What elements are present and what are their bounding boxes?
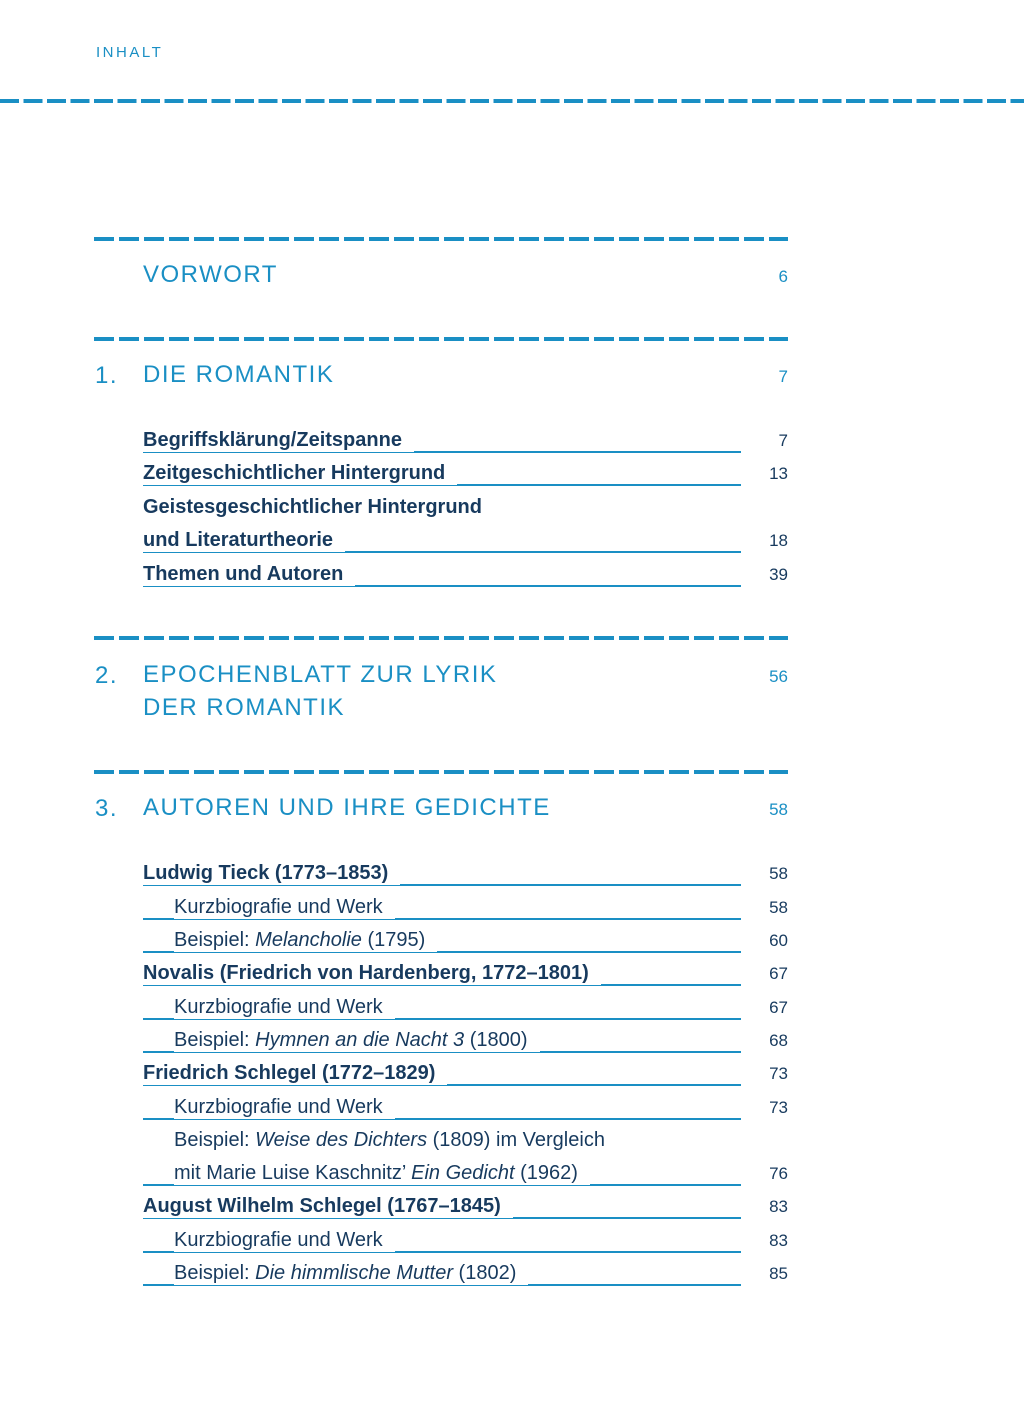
entry-text: Beispiel: Hymnen an die Nacht 3 (1800)	[174, 1029, 540, 1052]
entry-text: Themen und Autoren	[143, 563, 355, 586]
toc-entry[interactable]	[143, 563, 788, 596]
entry-page: 76	[769, 1164, 788, 1183]
entry-page: 73	[769, 1064, 788, 1083]
entry-page: 58	[769, 898, 788, 917]
entry-text: Zeitgeschichtlicher Hintergrund	[143, 462, 457, 485]
entry-page: 85	[769, 1264, 788, 1283]
toc-entry[interactable]	[143, 1162, 788, 1195]
toc-entry[interactable]	[143, 1096, 788, 1129]
section-title-line1: EPOCHENBLATT ZUR LYRIK	[143, 661, 498, 688]
entry-text: mit Marie Luise Kaschnitz’ Ein Gedicht (1962)	[174, 1162, 590, 1185]
toc-entry[interactable]	[143, 529, 788, 562]
section-page: 7	[778, 367, 788, 386]
entry-text: Begriffsklärung/Zeitspanne	[143, 429, 414, 452]
toc-entry[interactable]	[143, 462, 788, 495]
toc-entry[interactable]	[143, 1195, 788, 1228]
section-rule	[94, 337, 788, 341]
entry-text: Beispiel: Melancholie (1795)	[174, 929, 437, 952]
entry-page: 68	[769, 1031, 788, 1050]
header-dashed-rule	[0, 99, 1024, 103]
entry-page: 83	[769, 1231, 788, 1250]
entry-text-line1: Beispiel: Weise des Dichters (1809) im Vergleich	[174, 1129, 605, 1151]
entry-text: Kurzbiografie und Werk	[174, 1229, 395, 1252]
toc-entry[interactable]	[143, 1262, 788, 1295]
toc-entry[interactable]	[143, 929, 788, 962]
work-title: Hymnen an die Nacht 3	[255, 1029, 465, 1051]
section-page: 58	[769, 800, 788, 819]
work-title: Die himmlische Mutter	[255, 1262, 453, 1284]
entry-text: Kurzbiografie und Werk	[174, 1096, 395, 1119]
work-title: Ein Gedicht	[411, 1162, 515, 1184]
section-number: 1.	[95, 362, 119, 389]
entry-text: Friedrich Schlegel (1772–1829)	[143, 1062, 447, 1085]
entry-page: 13	[769, 464, 788, 483]
section-number: 2.	[95, 662, 119, 689]
section-title: VORWORT	[143, 261, 278, 288]
section-page: 6	[778, 267, 788, 286]
entry-text-line1: Geistesgeschichtlicher Hintergrund	[143, 496, 482, 518]
section-title-line2: DER ROMANTIK	[143, 694, 346, 721]
section-rule	[94, 237, 788, 241]
entry-text: Beispiel: Die himmlische Mutter (1802)	[174, 1262, 528, 1285]
page-header-label: INHALT	[96, 44, 164, 61]
entry-text: August Wilhelm Schlegel (1767–1845)	[143, 1195, 513, 1218]
toc-entry[interactable]	[143, 1229, 788, 1262]
entry-page: 67	[769, 964, 788, 983]
section-rule	[94, 636, 788, 640]
section-rule	[94, 770, 788, 774]
toc-entry[interactable]	[143, 429, 788, 462]
entry-page: 58	[769, 864, 788, 883]
section-title: AUTOREN UND IHRE GEDICHTE	[143, 794, 551, 821]
work-title: Melancholie	[255, 929, 362, 951]
section-number: 3.	[95, 795, 119, 822]
toc-entry[interactable]	[143, 896, 788, 929]
entry-page: 39	[769, 565, 788, 584]
section-title: DIE ROMANTIK	[143, 361, 335, 388]
entry-page: 83	[769, 1197, 788, 1216]
toc-entry[interactable]	[143, 1029, 788, 1062]
entry-text: Kurzbiografie und Werk	[174, 896, 395, 919]
entry-page: 18	[769, 531, 788, 550]
entry-text: Novalis (Friedrich von Hardenberg, 1772–1801)	[143, 962, 601, 985]
section-page: 56	[769, 667, 788, 686]
entry-page: 73	[769, 1098, 788, 1117]
entry-text: Ludwig Tieck (1773–1853)	[143, 862, 400, 885]
toc-entry[interactable]	[143, 962, 788, 995]
work-title: Weise des Dichters	[255, 1129, 428, 1151]
entry-text: und Literaturtheorie	[143, 529, 345, 552]
toc-entry[interactable]	[143, 862, 788, 895]
toc-entry[interactable]	[143, 996, 788, 1029]
entry-page: 7	[778, 431, 788, 450]
entry-text: Kurzbiografie und Werk	[174, 996, 395, 1019]
toc-entry[interactable]	[143, 1062, 788, 1095]
entry-page: 60	[769, 931, 788, 950]
entry-page: 67	[769, 998, 788, 1017]
